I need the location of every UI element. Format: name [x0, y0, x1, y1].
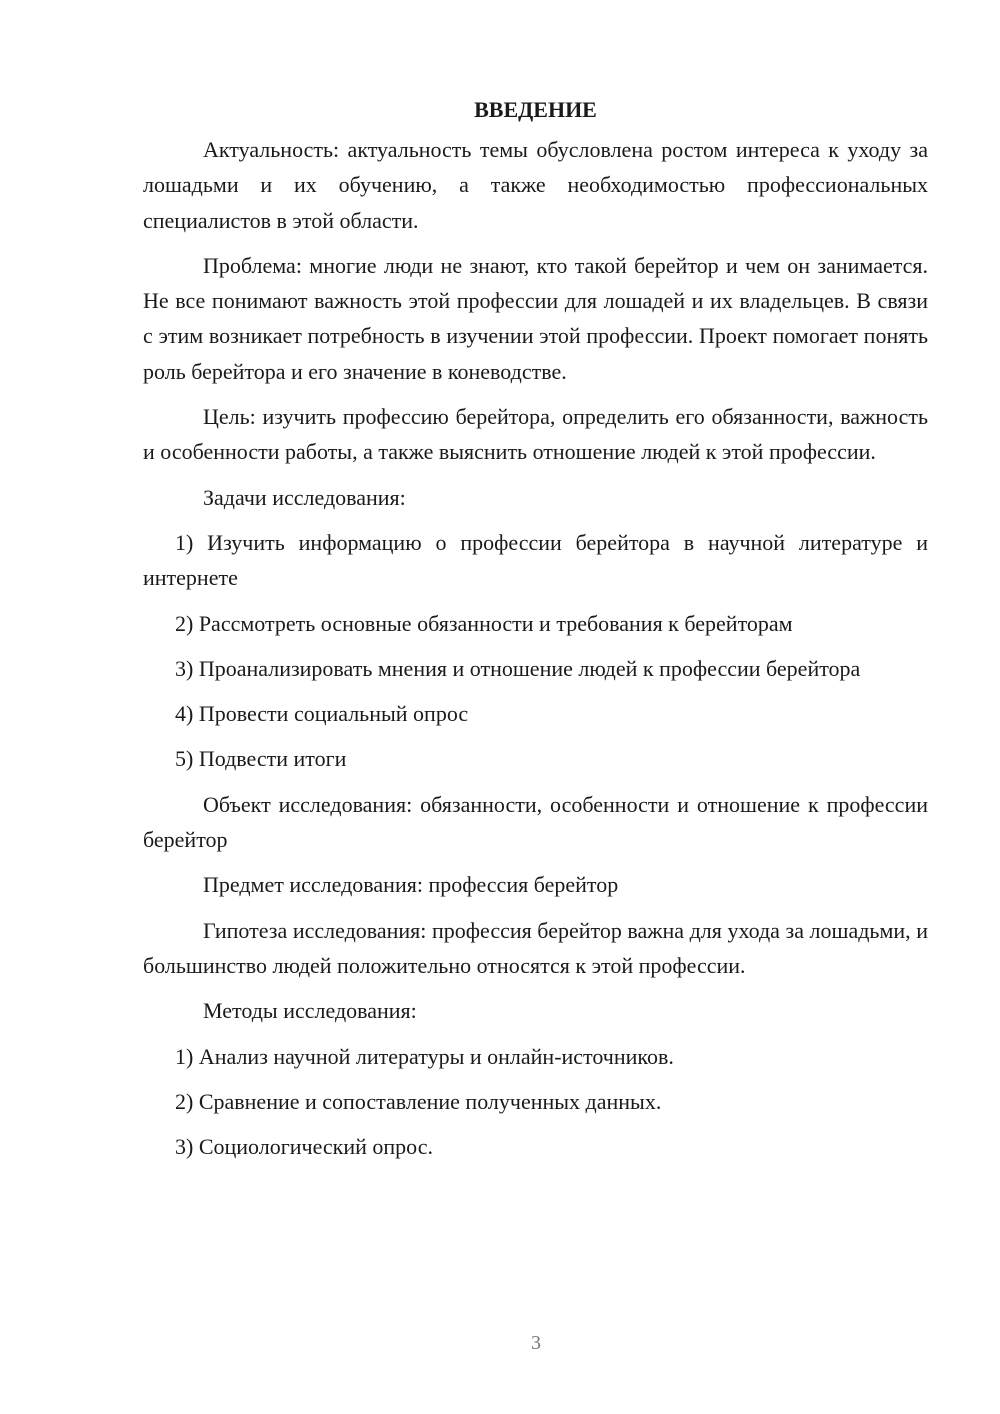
- paragraph-subject: Предмет исследования: профессия берейтор: [203, 872, 619, 898]
- page-content: [143, 92, 928, 1174]
- task-item: 4) Провести социальный опрос: [175, 701, 469, 727]
- paragraph-object: Объект исследования: обязанности, особенности и отношение к профессии берейтор: [143, 791, 928, 853]
- method-item: 1) Анализ научной литературы и онлайн-источников.: [175, 1043, 674, 1069]
- task-item: 3) Проанализировать мнения и отношение людей к профессии берейтора: [175, 655, 861, 681]
- paragraph-hypothesis: Гипотеза исследования: профессия берейтор важна для ухода за лошадьми, и большинство людей положительно относятся к этой профессии.: [143, 917, 928, 978]
- method-item: 2) Сравнение и сопоставление полученных данных.: [175, 1088, 662, 1114]
- paragraph-problem: Проблема: многие люди не знают, кто такой берейтор и чем он занимается. Не все понимают важность этой профессии для лошадей и их владельцев. В связи с этим возникает потребность в изучении этой профессии. Проект помогает понять роль берейтора и его значение в коневодстве.: [143, 252, 928, 384]
- task-item: 2) Рассмотреть основные обязанности и требования к берейторам: [175, 610, 793, 636]
- page-number: 3: [531, 1332, 541, 1354]
- paragraph-relevance: Актуальность: актуальность темы обусловлена ростом интереса к уходу за лошадьми и их обучению, а также необходимостью профессиональных специалистов в этой области.: [143, 137, 928, 233]
- tasks-heading: Задачи исследования:: [203, 484, 406, 510]
- task-item: 1) Изучить информацию о профессии берейтора в научной литературе и интернете: [143, 529, 928, 591]
- task-item: 5) Подвести итоги: [175, 746, 347, 772]
- section-heading: ВВЕДЕНИЕ: [474, 97, 597, 122]
- methods-heading: Методы исследования:: [203, 998, 417, 1024]
- method-item: 3) Социологический опрос.: [175, 1134, 433, 1160]
- paragraph-goal: Цель: изучить профессию берейтора, определить его обязанности, важность и особенности работы, а также выяснить отношение людей к этой профессии.: [143, 404, 928, 465]
